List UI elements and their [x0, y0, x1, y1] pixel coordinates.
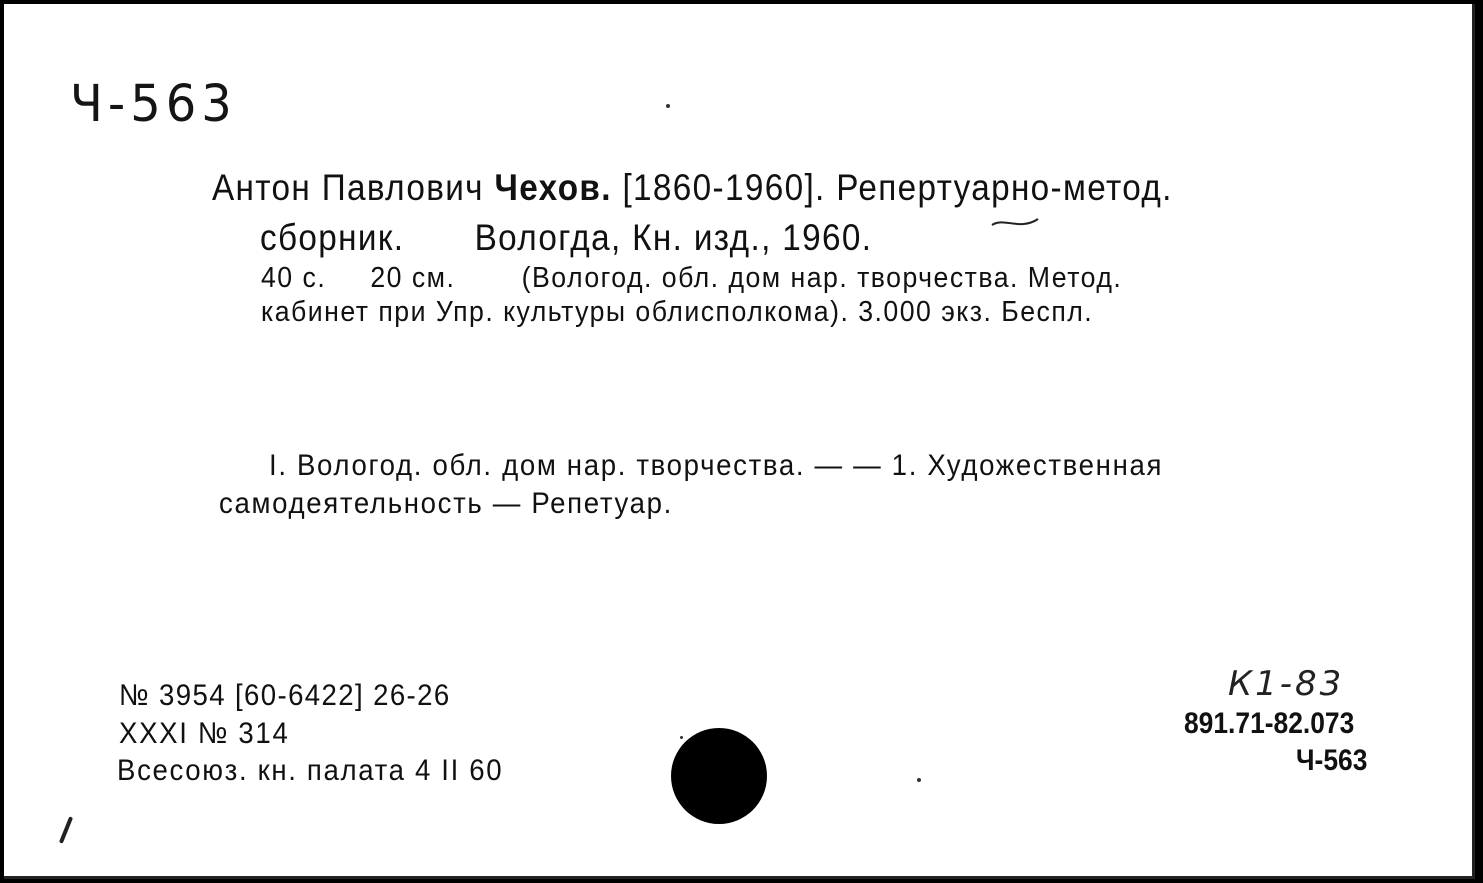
- entry-line-2: [260, 217, 872, 259]
- entry-line-3: [261, 262, 1122, 295]
- dust-speck: [666, 104, 670, 108]
- imprint-line-2: XXXI № 314: [119, 717, 290, 750]
- catalog-card: [4, 4, 1475, 879]
- entry-line-1: [212, 167, 1173, 209]
- entry-line-4: кабинет при Упр. культуры облисполкома). 3.000 экз. Беспл.: [261, 296, 1094, 328]
- title-text: [1860-1960]. Репертуарно-метод.: [622, 167, 1173, 208]
- publication-info: Вологда, Кн. изд., 1960.: [474, 217, 873, 258]
- handwritten-shelfmark: Ч-563: [70, 74, 237, 134]
- author-surname: Чехов.: [494, 167, 612, 208]
- tracing-line-1: I. Вологод. обл. дом нар. творчества. — — 1. Художественная: [269, 449, 1164, 482]
- pen-scribble-mark: [990, 211, 1050, 233]
- dust-speck: [917, 778, 921, 782]
- series-note: (Вологод. обл. дом нар. творчества. Метод.: [521, 262, 1123, 294]
- punch-hole: [671, 728, 767, 824]
- dust-speck: [680, 736, 683, 739]
- shelf-code: Ч-563: [1296, 744, 1368, 777]
- page-count: 40 с.: [261, 262, 327, 294]
- tracing-line-2: самодеятельность — Репетуар.: [219, 487, 673, 520]
- classification-code: 891.71-82.073: [1184, 707, 1355, 740]
- handwritten-classification: К1-83: [1228, 664, 1345, 704]
- entry-type: сборник.: [260, 217, 405, 258]
- imprint-line-1: № 3954 [60-6422] 26-26: [119, 679, 451, 712]
- author-given-names: Антон Павлович: [212, 167, 484, 208]
- imprint-line-3: Всесоюз. кн. палата 4 II 60: [117, 754, 504, 787]
- pen-mark: [59, 816, 73, 843]
- size: 20 см.: [370, 262, 456, 294]
